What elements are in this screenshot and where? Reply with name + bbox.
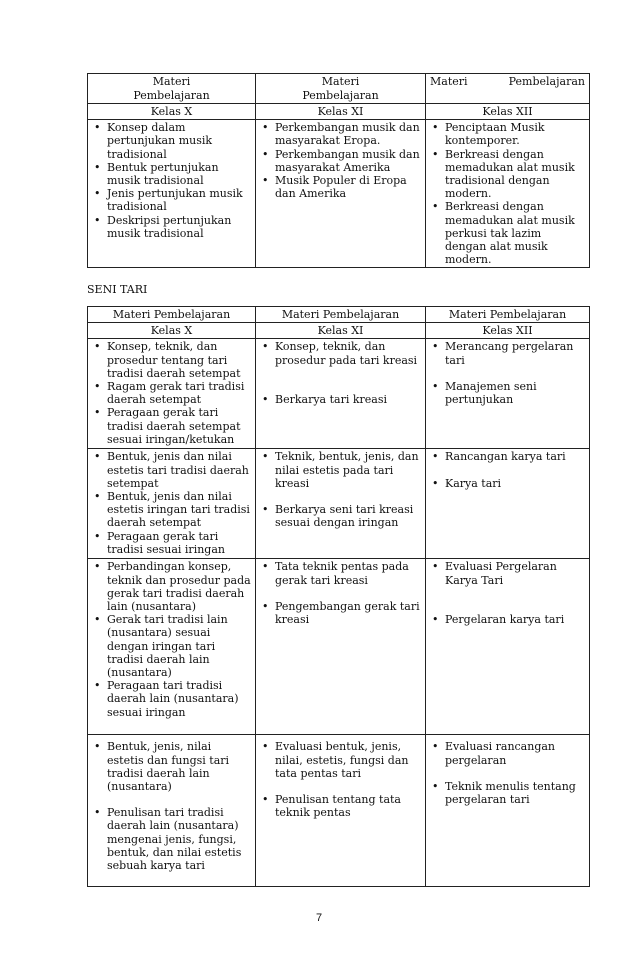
list-item: • Berkreasi dengan memadukan alat musik tradisional dengan modern. [430, 148, 585, 201]
table-cell [256, 120, 426, 268]
table-row [88, 735, 590, 887]
header-cell: Materi Pembelajaran [88, 307, 256, 323]
list-item: • Berkreasi dengan memadukan alat musik perkusi tak lazim dengan alat musik modern. [430, 200, 585, 266]
table-cell [88, 735, 256, 887]
list-item: • Bentuk, jenis dan nilai estetis iringan tari tradisi daerah setempat [92, 490, 251, 530]
list-item: • Musik Populer di Eropa dan Amerika [260, 174, 421, 200]
list-item: • Evaluasi rancangan pergelaran [430, 740, 585, 766]
table-cell [88, 559, 256, 735]
table-row [88, 559, 590, 735]
table-cell [426, 735, 590, 887]
table-cell [426, 559, 590, 735]
table-header-row [88, 323, 590, 339]
list-item: • Peragaan gerak tari tradisi sesuai iringan [92, 530, 251, 556]
section-title: SENI TARI [87, 283, 148, 296]
table-cell [426, 449, 590, 559]
list-item: • Pergelaran karya tari [430, 613, 585, 626]
list-item: • Bentuk, jenis dan nilai estetis tari tradisi daerah setempat [92, 450, 251, 490]
table-cell [256, 449, 426, 559]
list-item: • Evaluasi bentuk, jenis, nilai, estetis, fungsi dan tata pentas tari [260, 740, 421, 780]
list-item: • Bentuk pertunjukan musik tradisional [92, 161, 251, 187]
list-item: • Teknik menulis tentang pergelaran tari [430, 780, 585, 806]
dance-curriculum-table [87, 306, 590, 887]
table-header-row [88, 104, 590, 120]
header-cell: Materi Pembelajaran [426, 307, 590, 323]
table-header-row [88, 307, 590, 323]
list-item: • Pengembangan gerak tari kreasi [260, 600, 421, 626]
header-cell: Materi Pembelajaran [256, 307, 426, 323]
list-item: • Rancangan karya tari [430, 450, 585, 463]
list-item: • Karya tari [430, 477, 585, 490]
table-row [88, 449, 590, 559]
list-item: • Perkembangan musik dan masyarakat Amerika [260, 148, 421, 174]
table-row [88, 339, 590, 449]
list-item: • Gerak tari tradisi lain (nusantara) sesuai dengan iringan tari tradisi daerah lain (nusantara) [92, 613, 251, 679]
list-item: • Bentuk, jenis, nilai estetis dan fungsi tari tradisi daerah lain (nusantara) [92, 740, 251, 793]
page-number: 7 [315, 912, 323, 924]
list-item: • Deskripsi pertunjukan musik tradisional [92, 214, 251, 240]
header-cell: Kelas X [88, 104, 256, 120]
list-item: • Tata teknik pentas pada gerak tari kreasi [260, 560, 421, 586]
list-item: • Peragaan tari tradisi daerah lain (nusantara) sesuai iringan [92, 679, 251, 719]
list-item: • Peragaan gerak tari tradisi daerah setempat sesuai iringan/ketukan [92, 406, 251, 446]
header-cell: Kelas X [88, 323, 256, 339]
table-cell [88, 449, 256, 559]
table-cell [88, 339, 256, 449]
header-cell: Materi Pembelajaran [426, 74, 590, 104]
table-header-row [88, 74, 590, 104]
list-item: • Berkarya seni tari kreasi sesuai dengan iringan [260, 503, 421, 529]
table-cell [426, 120, 590, 268]
header-cell: Materi Pembelajaran [88, 74, 256, 104]
list-item: • Teknik, bentuk, jenis, dan nilai estetis pada tari kreasi [260, 450, 421, 490]
header-cell: Materi Pembelajaran [256, 74, 426, 104]
music-curriculum-table [87, 73, 590, 268]
list-item: • Konsep, teknik, dan prosedur pada tari kreasi [260, 340, 421, 366]
table-row [88, 120, 590, 268]
table-cell [256, 735, 426, 887]
list-item: • Merancang pergelaran tari [430, 340, 585, 366]
header-cell: Kelas XII [426, 323, 590, 339]
list-item: • Manajemen seni pertunjukan [430, 380, 585, 406]
table-cell [426, 339, 590, 449]
list-item: • Berkarya tari kreasi [260, 393, 421, 406]
list-item: • Penulisan tari tradisi daerah lain (nusantara) mengenai jenis, fungsi, bentuk, dan nilai estetis sebuah karya tari [92, 806, 251, 872]
list-item: • Jenis pertunjukan musik tradisional [92, 187, 251, 213]
list-item: • Perkembangan musik dan masyarakat Eropa. [260, 121, 421, 147]
header-cell: Kelas XI [256, 323, 426, 339]
table-cell [88, 120, 256, 268]
list-item: • Konsep dalam pertunjukan musik tradisional [92, 121, 251, 161]
list-item: • Penciptaan Musik kontemporer. [430, 121, 585, 147]
header-cell: Kelas XII [426, 104, 590, 120]
list-item: • Evaluasi Pergelaran Karya Tari [430, 560, 585, 586]
list-item: • Penulisan tentang tata teknik pentas [260, 793, 421, 819]
list-item: • Konsep, teknik, dan prosedur tentang tari tradisi daerah setempat [92, 340, 251, 380]
table-cell [256, 559, 426, 735]
table-cell [256, 339, 426, 449]
list-item: • Ragam gerak tari tradisi daerah setempat [92, 380, 251, 406]
header-cell: Kelas XI [256, 104, 426, 120]
list-item: • Perbandingan konsep, teknik dan prosedur pada gerak tari tradisi daerah lain (nusantara) [92, 560, 251, 613]
